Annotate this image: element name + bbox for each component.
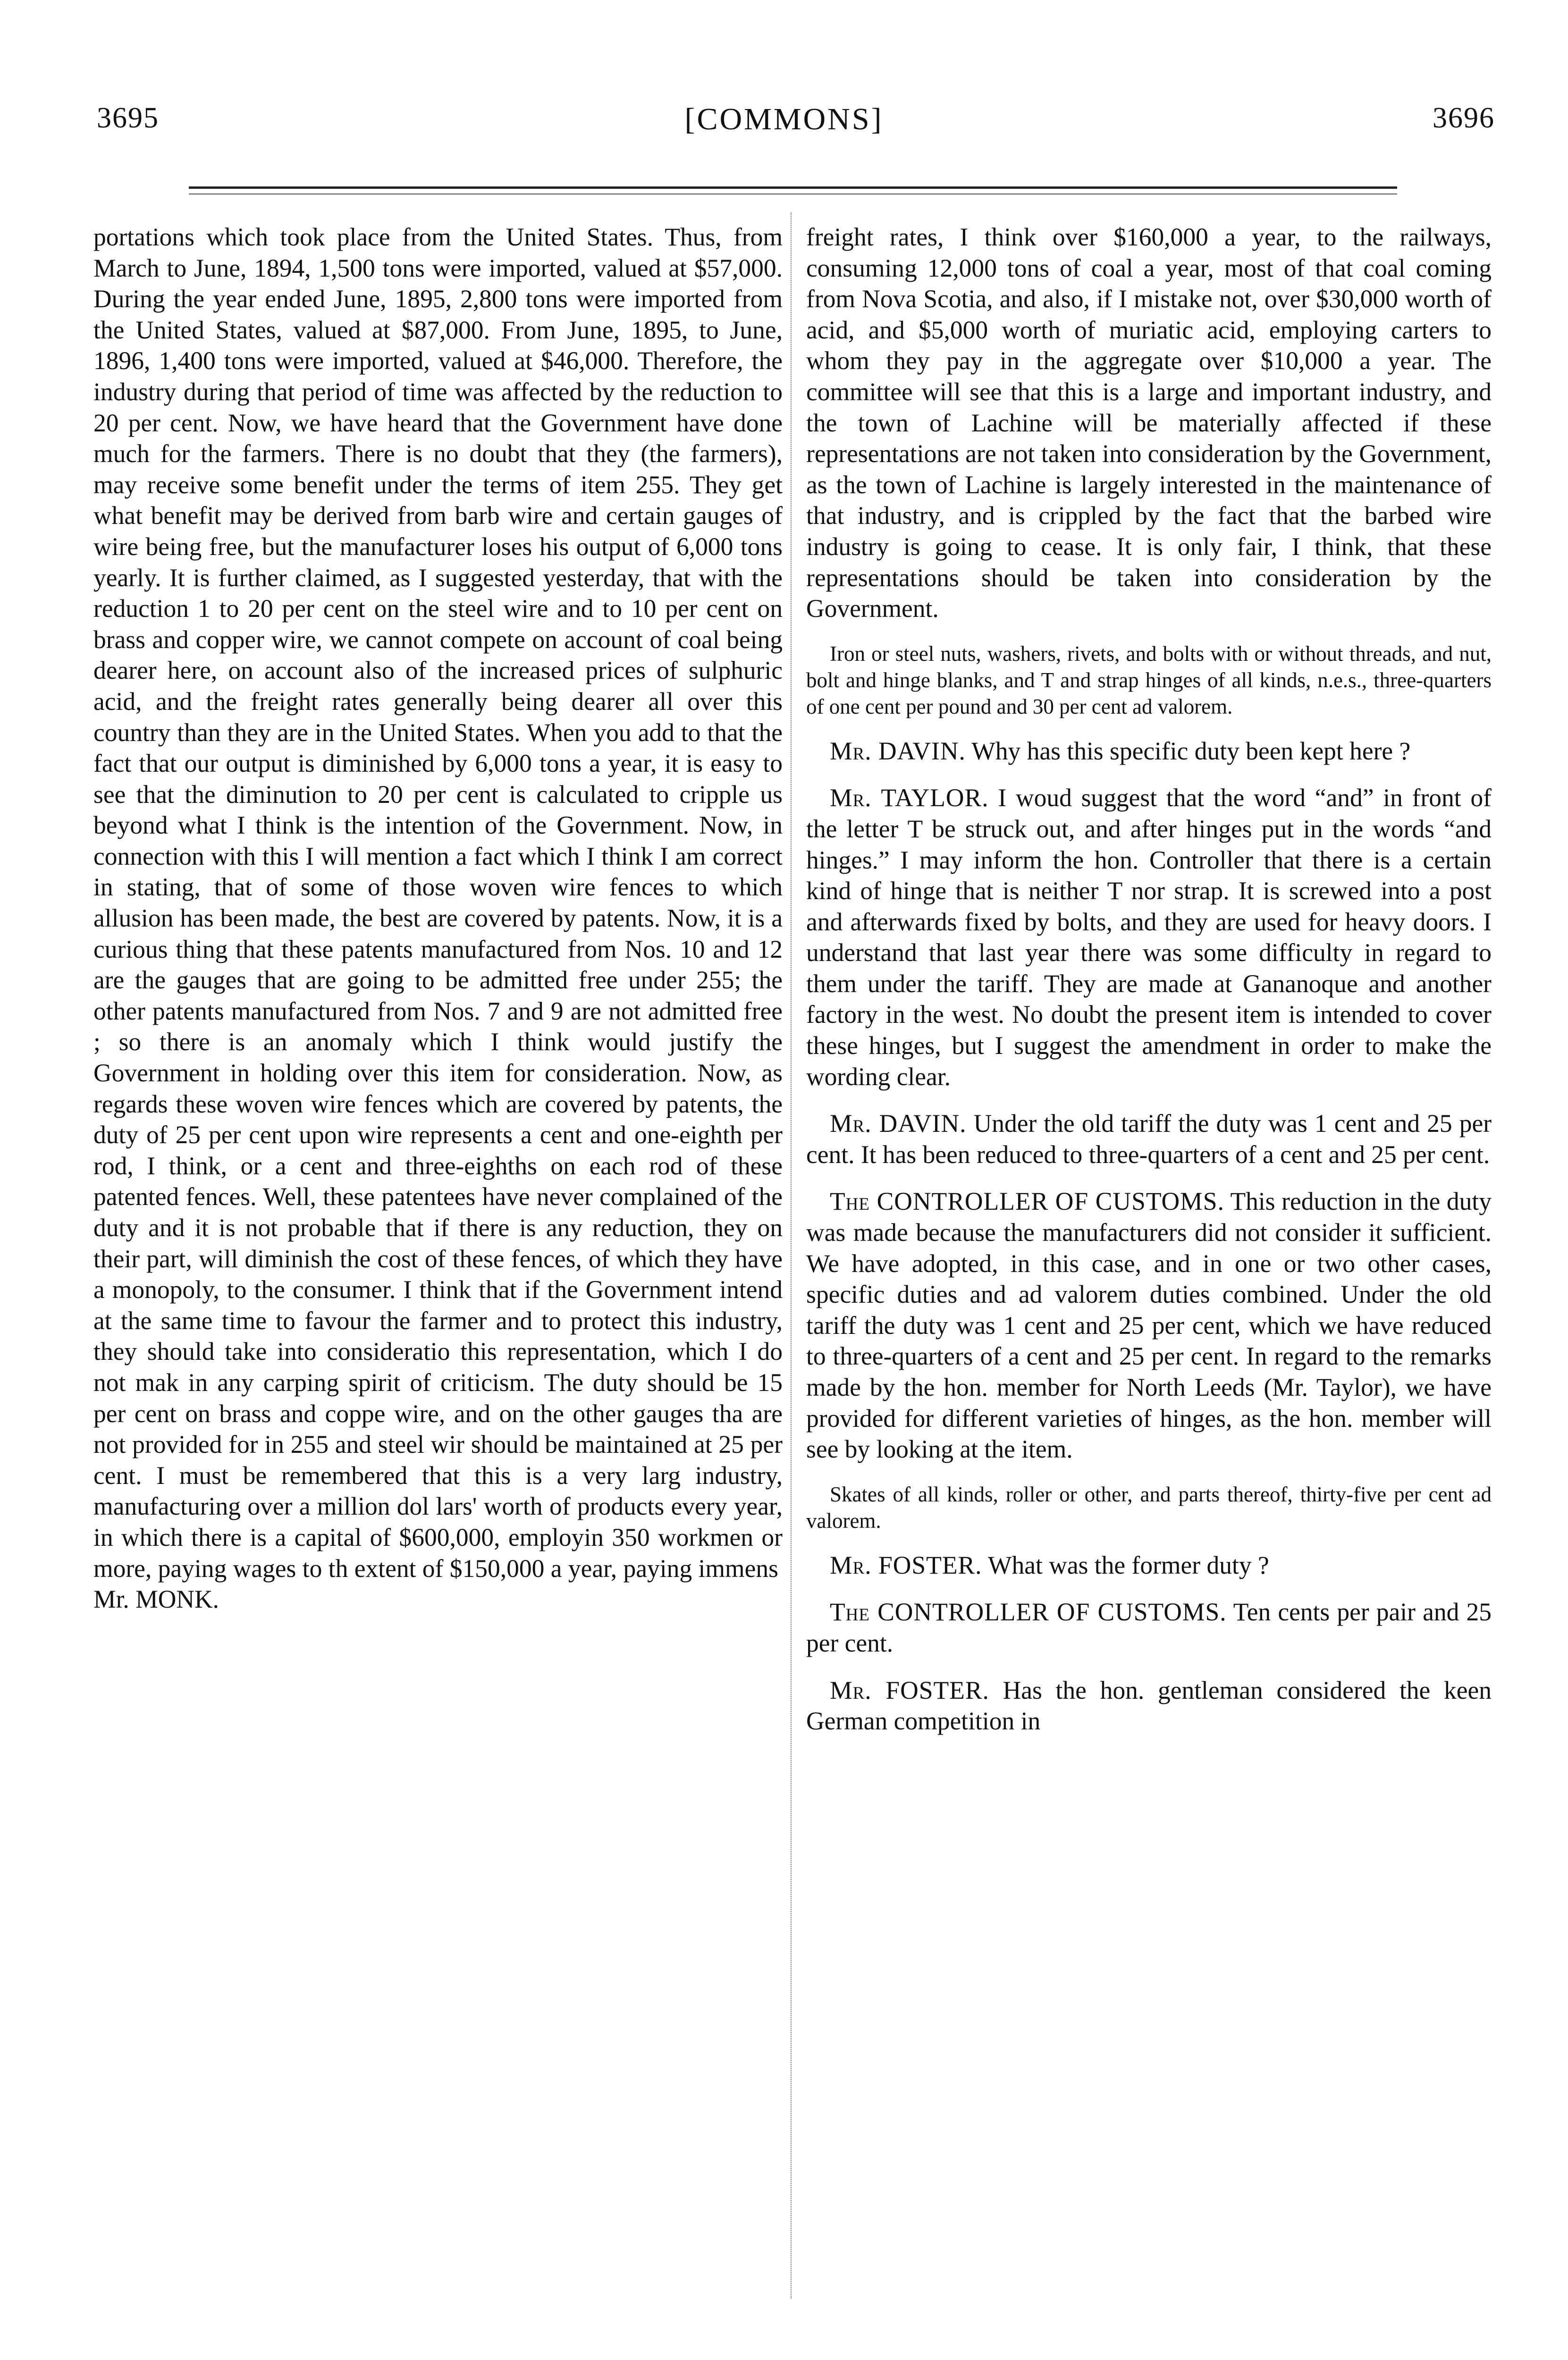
left-page-number: 3695 [97,102,159,134]
page-title: [COMMONS] [684,102,884,136]
speech-davin-2 [806,1108,1492,1170]
speech-controller-2 [806,1597,1492,1659]
page-header [0,101,1568,144]
tariff-item-skates: Skates of all kinds, roller or other, and parts thereof, thirty-five per cent ad valorem. [806,1482,1492,1533]
speaker-name: Mr. DAVIN. [830,736,966,765]
left-column-signature: Mr. MONK. [93,1585,219,1614]
speech-davin-1 [806,736,1492,767]
left-column-text: portations which took place from the United States. Thus, from March to June, 1894, 1,500 tons were imported, valued at $57,000. During the year ended June, 1895, 2,800 tons were imported from the United States, valued at $87,000. From June, 1895, to June, 1896, 1,400 tons were imported, valued at $46,000. Therefore, the industry during that period of time was affected by the reduction to 20 per cent. Now, we have heard that the Government have done much for the farmers. There is no doubt that they (the farmers), may receive some benefit under the terms of item 255. They get what benefit may be derived from barb wire and certain gauges of wire being free, but the manufacturer loses his output of 6,000 tons yearly. It is further claimed, as I suggested yesterday, that with the reduction 1 to 20 per cent on the steel wire and to 10 per cent on brass and copper wire, we cannot compete on account of coal being dearer here, on account also of the increased prices of sulphuric acid, and the freight rates generally being dearer all over this country than they are in the United States. When you add to that the fact that our output is diminished by 6,000 tons a year, it is easy to see that the diminution to 20 per cent is calculated to cripple us beyond what I think is the intention of the Government. Now, in connection with this I will mention a fact which I think I am correct in stating, that of some of those woven wire fences to which allusion has been made, the best are covered by patents. Now, it is a curious thing that these patents manufactured from Nos. 10 and 12 are the gauges that are going to be admitted free under 255; the other patents manufactured from Nos. 7 and 9 are not admitted free ; so there is an anomaly which I think would justify the Government in holding over this item for consideration. Now, as regards these woven wire fences which are covered by patents, the duty of 25 per cent upon wire represents a cent and one-eighth per rod, I think, or a cent and three-eighths on each rod of these patented fences. Well, these patentees have never complained of the duty and it is not probable that if there is any reduction, they on their part, will diminish the cost of these fences, of which they have a monopoly, to the consumer. I think that if the Government intend at the same time to favour the farmer and to protect this industry, they should take into consideratio this representation, which I do not mak in any carping spirit of criticism. The duty should be 15 per cent on brass and coppe wire, and on the other gauges tha are not provided for in 255 and steel wir should be maintained at 25 per cent. I must be remembered that this is a very larg industry, manufacturing over a million dol lars' worth of products every year, in which there is a capital of $600,000, employin 350 workmen or more, paying wages to th extent of $150,000 a year, paying immens [93,223,783,1583]
speech-taylor [806,783,1492,1092]
speaker-name: Mr. FOSTER. [830,1676,989,1704]
speech-controller-1 [806,1186,1492,1465]
tariff-item-hinges: Iron or steel nuts, washers, rivets, and bolts with or without threads, and nut, bolt and hinge blanks, and T and strap hinges of all kinds, n.e.s., three-quarters of one cent per pound and 30 per cent ad valorem. [806,641,1492,718]
left-column [93,222,783,1615]
speech-text: Why has this specific duty been kept here ? [971,736,1411,765]
speaker-name: Mr. DAVIN. [830,1109,967,1138]
speaker-name: Mr. FOSTER. [830,1551,982,1579]
speech-foster-1 [806,1550,1492,1581]
speaker-name: The CONTROLLER OF CUSTOMS. [830,1187,1224,1216]
speech-text: Under the old tariff the duty was 1 cent and 25 per cent. It has been reduced to three-quarters of a cent and 25 per cent. [806,1109,1492,1169]
speech-text: This reduction in the duty was made because the manufacturers did not consider it sufficient. We have adopted, in this case, and in one or two other cases, specific duties and ad valorem duties combined. Under the old tariff the duty was 1 cent and 25 per cent, which we have reduced to three-quarters of a cent and 25 per cent. In regard to the remarks made by the hon. member for North Leeds (Mr. Taylor), we have provided for different varieties of hinges, as the hon. member will see by looking at the item. [806,1187,1492,1464]
speech-foster-2 [806,1675,1492,1737]
column-divider [791,212,792,2299]
right-page-number: 3696 [1433,102,1495,134]
speaker-name: The CONTROLLER OF CUSTOMS. [830,1598,1227,1627]
speech-text: What was the former duty ? [987,1551,1269,1579]
speech-text: Has the hon. gentleman considered the keen German competition in [806,1676,1492,1736]
right-column [806,222,1492,1737]
speech-text: Ten cents per pair and 25 per cent. [806,1598,1492,1657]
right-column-continuation: freight rates, I think over $160,000 a year, to the railways, consuming 12,000 tons of coal a year, most of that coal coming from Nova Scotia, and also, if I mistake not, over $30,000 worth of acid, and $5,000 worth of muriatic acid, employing carters to whom they pay in the aggregate over $10,000 a year. The committee will see that this is a large and important industry, and the town of Lachine will be materially affected if these representations are not taken into consideration by the Government, as the town of Lachine is largely interested in the maintenance of that industry, and is crippled by the fact that the barbed wire industry is going to cease. It is only fair, I think, that these representations should be taken into consideration by the Government. [806,223,1492,623]
speech-text: I woud suggest that the word “and” in front of the letter T be struck out, and after hinges put in the words “and hinges.” I may inform the hon. Controller that there is a certain kind of hinge that is neither T nor strap. It is screwed into a post and afterwards fixed by bolts, and they are used for heavy doors. I understand that last year there was some difficulty in regard to them under the tariff. They are made at Gananoque and another factory in the west. No doubt the present item is intended to cover these hinges, but I suggest the amendment in order to make the wording clear. [806,784,1492,1091]
header-rule [189,186,1397,189]
speaker-name: Mr. TAYLOR. [830,784,989,812]
